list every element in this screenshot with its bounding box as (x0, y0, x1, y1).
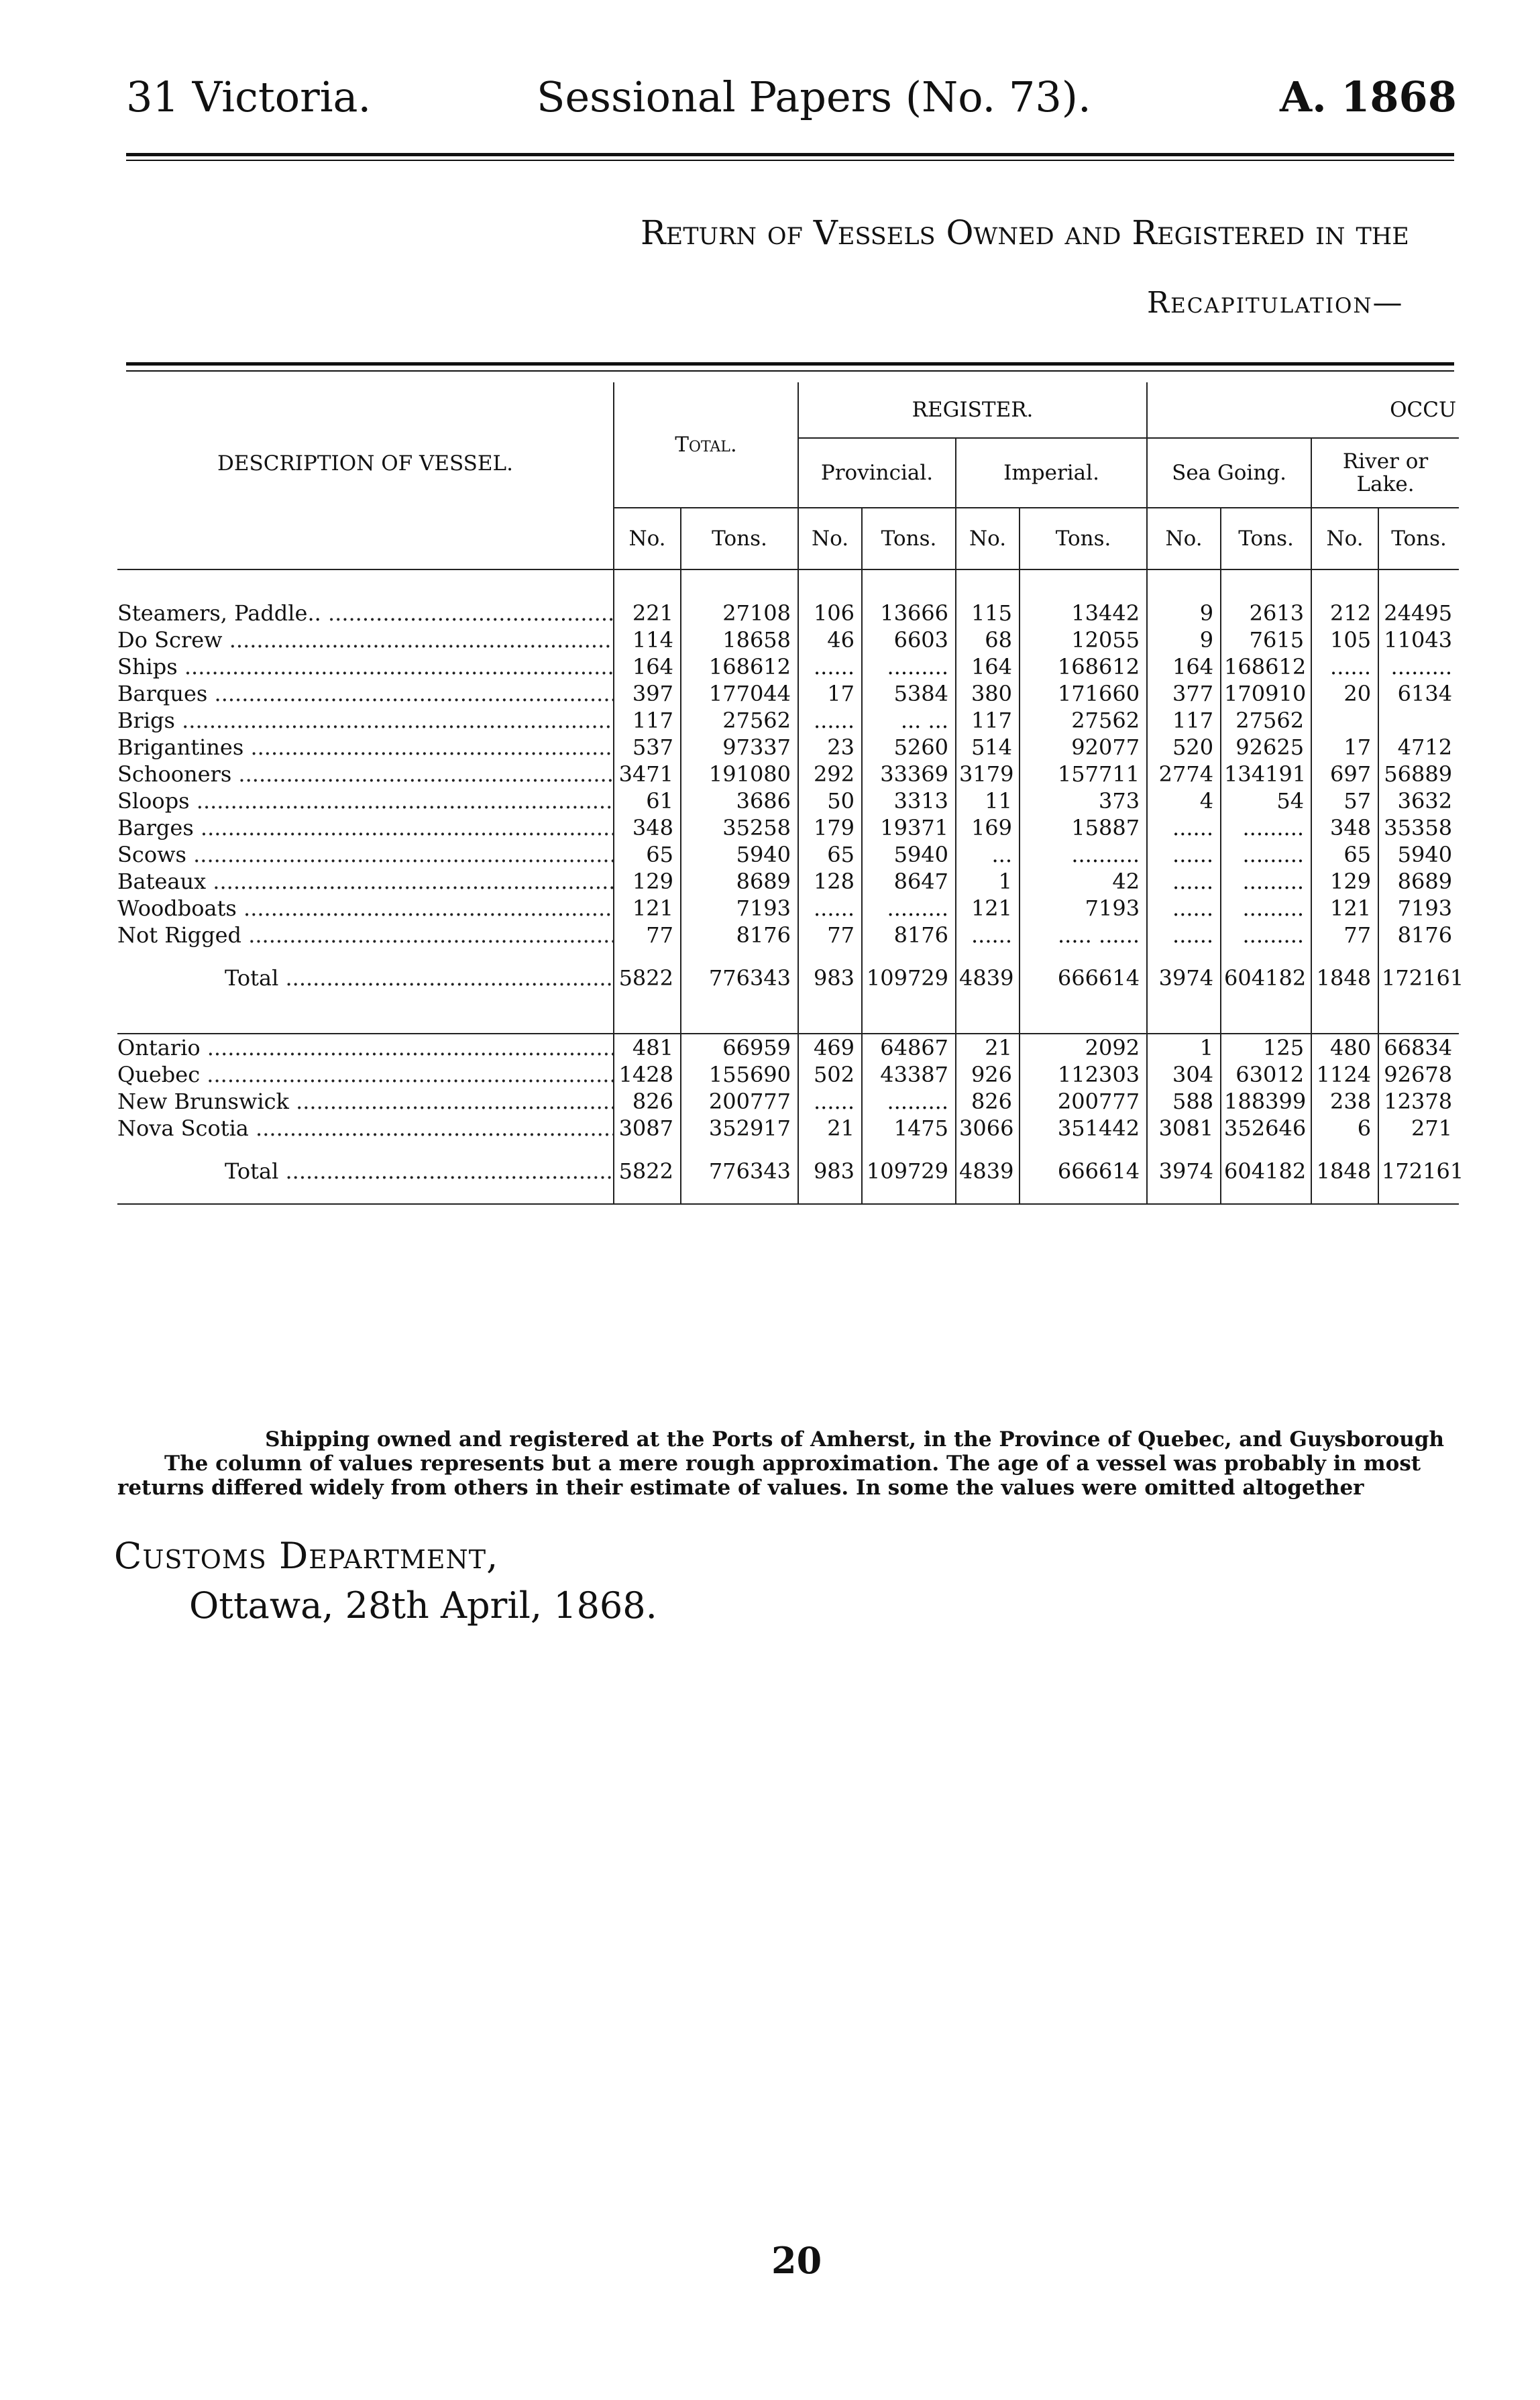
river-tons-cell: 172161 (1378, 1142, 1459, 1204)
total-no-cell: 117 (614, 707, 681, 734)
provincial-no-cell: ...... (798, 707, 862, 734)
provincial-tons-cell: ......... (862, 1088, 956, 1115)
imperial-tons-cell: 666614 (1020, 1142, 1147, 1204)
total-tons-cell: 776343 (681, 1142, 798, 1204)
footnote-line-1: Shipping owned and registered at the Ports of Amherst, in the Province of Quebec, and Guysborough (265, 1427, 1444, 1452)
river-tons-cell: 4712 (1378, 734, 1459, 761)
description-cell (117, 948, 614, 1010)
river-no-cell: 348 (1311, 814, 1378, 841)
sea-going-no-cell: 520 (1147, 734, 1221, 761)
sea-going-no-cell: 2774 (1147, 761, 1221, 787)
river-no-cell: 57 (1311, 787, 1378, 814)
provincial-no-cell: 21 (798, 1115, 862, 1142)
table-title: Return of Vessels Owned and Registered in the (641, 213, 1409, 252)
row-description: Quebec ..... (117, 1062, 614, 1087)
table-rule-top-thin (126, 370, 1454, 372)
provincial-tons-cell: ......... (862, 653, 956, 680)
imperial-no-cell: 117 (956, 707, 1020, 734)
row-description: Do Screw ..... (117, 627, 614, 653)
description-cell (117, 1034, 614, 1061)
provincial-no-cell: 469 (798, 1034, 862, 1061)
total-tons-cell: 155690 (681, 1061, 798, 1088)
total-no-cell: 3087 (614, 1115, 681, 1142)
table-rule-top (126, 362, 1454, 366)
river-tons-cell: 3632 (1378, 787, 1459, 814)
vessel-row (117, 653, 1459, 680)
spacer-row (117, 569, 1459, 600)
provincial-tons-cell: 8647 (862, 868, 956, 895)
sea-going-no-cell: ...... (1147, 814, 1221, 841)
imperial-tons-cell: 157711 (1020, 761, 1147, 787)
description-cell (117, 922, 614, 948)
total-tons-cell: 97337 (681, 734, 798, 761)
river-no-cell: 697 (1311, 761, 1378, 787)
vessel-row (117, 734, 1459, 761)
river-no-cell: 20 (1311, 680, 1378, 707)
river-no-cell: 1848 (1311, 1142, 1378, 1204)
vessel-row (117, 787, 1459, 814)
sea-going-tons-cell: 604182 (1221, 948, 1311, 1010)
imperial-no-cell: 21 (956, 1034, 1020, 1061)
description-subheader (117, 508, 614, 569)
imperial-no-cell: 826 (956, 1088, 1020, 1115)
provincial-tons-cell: 43387 (862, 1061, 956, 1088)
row-description: Scows ..... (117, 842, 614, 867)
provincial-tons-cell: 1475 (862, 1115, 956, 1142)
imperial-tons-cell: 168612 (1020, 653, 1147, 680)
row-description: Ships ..... (117, 654, 614, 679)
imperial-no-cell: 926 (956, 1061, 1020, 1088)
imperial-tons-cell: 373 (1020, 787, 1147, 814)
imperial-no-cell: 11 (956, 787, 1020, 814)
river-no-cell: 6 (1311, 1115, 1378, 1142)
provincial-tons-cell: 109729 (862, 948, 956, 1010)
provincial-tons-cell: 64867 (862, 1034, 956, 1061)
provincial-tons-cell: 5384 (862, 680, 956, 707)
provincial-no-cell: 23 (798, 734, 862, 761)
imperial-tons-cell: 112303 (1020, 1061, 1147, 1088)
sea-going-no-cell: 377 (1147, 680, 1221, 707)
row-description: Ontario ..... (117, 1035, 614, 1060)
province-row (117, 1034, 1459, 1061)
vessel-row (117, 600, 1459, 626)
river-no-cell: 480 (1311, 1034, 1378, 1061)
river-tons-cell: 56889 (1378, 761, 1459, 787)
imperial-no-cell: 3066 (956, 1115, 1020, 1142)
total-tons-cell: 5940 (681, 841, 798, 868)
imperial-no-cell: 115 (956, 600, 1020, 626)
provincial-tons-cell: 5260 (862, 734, 956, 761)
imperial-tons-cell: 13442 (1020, 600, 1147, 626)
sea-going-tons-cell: 352646 (1221, 1115, 1311, 1142)
province-row (117, 1088, 1459, 1115)
total-no-cell: 1428 (614, 1061, 681, 1088)
sea-going-header: Sea Going. (1147, 438, 1311, 508)
description-cell (117, 1142, 614, 1204)
spacer-row (117, 1010, 1459, 1034)
row-description: Schooners ..... (117, 761, 614, 787)
imperial-tons-cell: 42 (1020, 868, 1147, 895)
total-no-cell: 129 (614, 868, 681, 895)
provincial-tons-cell: 6603 (862, 626, 956, 653)
total-tons-cell: 27562 (681, 707, 798, 734)
imperial-tons-cell: 666614 (1020, 948, 1147, 1010)
total-no-cell: 397 (614, 680, 681, 707)
sea-going-tons-cell: 7615 (1221, 626, 1311, 653)
total-no-cell: 121 (614, 895, 681, 922)
row-description: Sloops ..... (117, 788, 614, 814)
total-row (117, 948, 1459, 1010)
river-no-cell: 1848 (1311, 948, 1378, 1010)
imperial-tons-cell: 27562 (1020, 707, 1147, 734)
provincial-no-cell: 983 (798, 1142, 862, 1204)
row-description: Not Rigged ..... (117, 922, 614, 948)
provincial-tons-cell: 109729 (862, 1142, 956, 1204)
sea-going-no-cell: 3974 (1147, 948, 1221, 1010)
imperial-no-cell: ... (956, 841, 1020, 868)
sea-going-no-cell: 588 (1147, 1088, 1221, 1115)
row-description: Brigantines ..... (117, 734, 614, 760)
sea-going-no-cell: ...... (1147, 841, 1221, 868)
provincial-no-cell: 502 (798, 1061, 862, 1088)
river-no-cell: 1124 (1311, 1061, 1378, 1088)
sea-going-tons-header: Tons. (1221, 508, 1311, 569)
river-or-lake-header: River or Lake. (1311, 438, 1459, 508)
sea-going-no-cell: ...... (1147, 868, 1221, 895)
river-tons-cell: 7193 (1378, 895, 1459, 922)
river-tons-header: Tons. (1378, 508, 1459, 569)
sea-going-tons-cell: 125 (1221, 1034, 1311, 1061)
description-cell (117, 626, 614, 653)
description-cell (117, 841, 614, 868)
provincial-no-cell: 983 (798, 948, 862, 1010)
description-cell (117, 895, 614, 922)
provincial-no-cell: ...... (798, 895, 862, 922)
sea-going-tons-cell: ......... (1221, 841, 1311, 868)
description-cell (117, 761, 614, 787)
total-tons-cell: 191080 (681, 761, 798, 787)
imperial-tons-cell: 351442 (1020, 1115, 1147, 1142)
total-no-header: No. (614, 508, 681, 569)
river-tons-cell: 24495 (1378, 600, 1459, 626)
description-header: DESCRIPTION OF VESSEL. (217, 451, 513, 476)
row-description: New Brunswick ..... (117, 1089, 614, 1114)
imperial-no-cell: 169 (956, 814, 1020, 841)
sea-going-tons-cell: 134191 (1221, 761, 1311, 787)
sea-going-no-cell: 117 (1147, 707, 1221, 734)
vessel-row (117, 680, 1459, 707)
total-tons-header: Tons. (681, 508, 798, 569)
vessel-row (117, 922, 1459, 948)
description-cell (117, 734, 614, 761)
vessel-row (117, 814, 1459, 841)
department-signature: Customs Department, (114, 1535, 499, 1577)
provincial-tons-cell: 19371 (862, 814, 956, 841)
imperial-tons-cell: 200777 (1020, 1088, 1147, 1115)
river-tons-cell: 5940 (1378, 841, 1459, 868)
river-tons-cell: 172161 (1378, 948, 1459, 1010)
vessel-rows (117, 569, 1464, 1204)
provincial-no-cell: 292 (798, 761, 862, 787)
row-description: Steamers, Paddle.. ..... (117, 600, 614, 626)
place-date: Ottawa, 28th April, 1868. (189, 1584, 657, 1627)
row-description: Woodboats ..... (117, 895, 614, 921)
river-no-header: No. (1311, 508, 1378, 569)
total-no-cell: 61 (614, 787, 681, 814)
imperial-no-cell: 121 (956, 895, 1020, 922)
imperial-no-cell: 4839 (956, 1142, 1020, 1204)
river-tons-cell: 271 (1378, 1115, 1459, 1142)
sea-going-no-cell: ...... (1147, 895, 1221, 922)
header-rule-bottom (126, 160, 1454, 161)
imperial-no-cell: 514 (956, 734, 1020, 761)
total-no-cell: 5822 (614, 948, 681, 1010)
provincial-no-cell: 65 (798, 841, 862, 868)
provincial-tons-cell: 8176 (862, 922, 956, 948)
river-tons-cell: 6134 (1378, 680, 1459, 707)
river-tons-cell: ......... (1378, 653, 1459, 680)
river-tons-cell: 8689 (1378, 868, 1459, 895)
sea-going-tons-cell: ......... (1221, 868, 1311, 895)
total-tons-cell: 3686 (681, 787, 798, 814)
sea-going-tons-cell: 27562 (1221, 707, 1311, 734)
description-cell (117, 1061, 614, 1088)
total-tons-cell: 8176 (681, 922, 798, 948)
footnote-line-3: returns differed widely from others in their estimate of values. In some the values were omitted altogether (117, 1476, 1364, 1500)
sea-going-tons-cell: 92625 (1221, 734, 1311, 761)
row-description: Total ..... (225, 965, 614, 991)
occupation-header: OCCU (1147, 382, 1459, 438)
total-tons-cell: 200777 (681, 1088, 798, 1115)
provincial-tons-cell: ... ... (862, 707, 956, 734)
sea-going-no-cell: 9 (1147, 600, 1221, 626)
total-no-cell: 481 (614, 1034, 681, 1061)
header-year: A. 1868 (1280, 72, 1457, 121)
sea-going-tons-cell: 63012 (1221, 1061, 1311, 1088)
imperial-no-cell: 68 (956, 626, 1020, 653)
total-no-cell: 348 (614, 814, 681, 841)
river-tons-cell: 35358 (1378, 814, 1459, 841)
provincial-no-cell: ...... (798, 653, 862, 680)
river-no-cell: 105 (1311, 626, 1378, 653)
river-tons-cell: 8176 (1378, 922, 1459, 948)
imperial-no-cell: 3179 (956, 761, 1020, 787)
total-no-cell: 164 (614, 653, 681, 680)
sea-going-no-cell: 3081 (1147, 1115, 1221, 1142)
description-cell (117, 600, 614, 626)
total-tons-cell: 177044 (681, 680, 798, 707)
vessel-recapitulation-table (117, 382, 1464, 1205)
description-cell (117, 653, 614, 680)
river-tons-cell: 66834 (1378, 1034, 1459, 1061)
sea-going-tons-cell: ......... (1221, 922, 1311, 948)
total-tons-cell: 18658 (681, 626, 798, 653)
river-tons-cell: 12378 (1378, 1088, 1459, 1115)
description-cell (117, 680, 614, 707)
register-header: REGISTER. (798, 382, 1147, 438)
total-row (117, 1142, 1459, 1204)
imperial-tons-cell: 15887 (1020, 814, 1147, 841)
river-tons-cell: 92678 (1378, 1061, 1459, 1088)
footnotes (117, 1427, 1459, 1500)
total-tons-cell: 352917 (681, 1115, 798, 1142)
vessel-row (117, 841, 1459, 868)
table-subtitle: Recapitulation— (1147, 286, 1404, 320)
vessel-row (117, 707, 1459, 734)
provincial-no-cell: 179 (798, 814, 862, 841)
vessel-row (117, 868, 1459, 895)
header-sessional-papers: Sessional Papers (No. 73). (537, 72, 1091, 121)
sea-going-no-cell: 1 (1147, 1034, 1221, 1061)
provincial-header: Provincial. (798, 438, 956, 508)
imperial-no-cell: 1 (956, 868, 1020, 895)
river-tons-cell: 11043 (1378, 626, 1459, 653)
river-no-cell: 65 (1311, 841, 1378, 868)
sea-going-tons-cell: 188399 (1221, 1088, 1311, 1115)
sea-going-tons-cell: 170910 (1221, 680, 1311, 707)
provincial-no-cell: 106 (798, 600, 862, 626)
row-description: Brigs ..... (117, 708, 614, 733)
imperial-tons-cell: 92077 (1020, 734, 1147, 761)
total-no-cell: 537 (614, 734, 681, 761)
total-tons-cell: 35258 (681, 814, 798, 841)
imperial-no-cell: 380 (956, 680, 1020, 707)
river-no-cell: 121 (1311, 895, 1378, 922)
description-cell (117, 707, 614, 734)
sea-going-no-header: No. (1147, 508, 1221, 569)
river-no-cell: 129 (1311, 868, 1378, 895)
provincial-no-cell: 77 (798, 922, 862, 948)
total-tons-cell: 66959 (681, 1034, 798, 1061)
sea-going-no-cell: 4 (1147, 787, 1221, 814)
provincial-tons-cell: ......... (862, 895, 956, 922)
total-header-label: Total. (675, 433, 737, 457)
imperial-tons-cell: 12055 (1020, 626, 1147, 653)
total-header (614, 382, 798, 508)
description-cell (117, 814, 614, 841)
sea-going-no-cell: 3974 (1147, 1142, 1221, 1204)
sea-going-tons-cell: 54 (1221, 787, 1311, 814)
vessel-row (117, 626, 1459, 653)
sea-going-tons-cell: 604182 (1221, 1142, 1311, 1204)
province-row (117, 1061, 1459, 1088)
total-no-cell: 826 (614, 1088, 681, 1115)
provincial-tons-cell: 33369 (862, 761, 956, 787)
page-number: 20 (771, 2239, 822, 2282)
imperial-no-header: No. (956, 508, 1020, 569)
sea-going-tons-cell: 2613 (1221, 600, 1311, 626)
provincial-no-cell: ...... (798, 1088, 862, 1115)
sea-going-no-cell: 164 (1147, 653, 1221, 680)
river-no-cell: 238 (1311, 1088, 1378, 1115)
provincial-tons-cell: 3313 (862, 787, 956, 814)
river-no-cell: 77 (1311, 922, 1378, 948)
description-cell (117, 868, 614, 895)
provincial-tons-header: Tons. (862, 508, 956, 569)
total-tons-cell: 168612 (681, 653, 798, 680)
provincial-tons-cell: 13666 (862, 600, 956, 626)
row-description: Nova Scotia ..... (117, 1115, 614, 1141)
imperial-no-cell: 4839 (956, 948, 1020, 1010)
river-no-cell: 212 (1311, 600, 1378, 626)
river-no-cell: ...... (1311, 653, 1378, 680)
sea-going-tons-cell: ......... (1221, 895, 1311, 922)
imperial-header: Imperial. (956, 438, 1147, 508)
description-cell (117, 1088, 614, 1115)
total-tons-cell: 776343 (681, 948, 798, 1010)
footnote-line-2: The column of values represents but a mere rough approximation. The age of a vessel was probably in most (164, 1452, 1421, 1476)
imperial-tons-cell: ..... ...... (1020, 922, 1147, 948)
imperial-tons-cell: .......... (1020, 841, 1147, 868)
provincial-no-header: No. (798, 508, 862, 569)
sea-going-no-cell: 9 (1147, 626, 1221, 653)
river-no-cell (1311, 707, 1378, 734)
total-no-cell: 77 (614, 922, 681, 948)
imperial-no-cell: 164 (956, 653, 1020, 680)
total-no-cell: 114 (614, 626, 681, 653)
imperial-tons-cell: 2092 (1020, 1034, 1147, 1061)
total-tons-cell: 27108 (681, 600, 798, 626)
total-no-cell: 65 (614, 841, 681, 868)
row-description: Barges ..... (117, 815, 614, 840)
total-no-cell: 3471 (614, 761, 681, 787)
provincial-no-cell: 128 (798, 868, 862, 895)
row-description: Bateaux ..... (117, 869, 614, 894)
total-no-cell: 221 (614, 600, 681, 626)
row-description: Total ..... (225, 1158, 614, 1184)
total-no-cell: 5822 (614, 1142, 681, 1204)
imperial-tons-cell: 7193 (1020, 895, 1147, 922)
description-cell (117, 787, 614, 814)
sea-going-tons-cell: 168612 (1221, 653, 1311, 680)
provincial-tons-cell: 5940 (862, 841, 956, 868)
provincial-no-cell: 46 (798, 626, 862, 653)
province-row (117, 1115, 1459, 1142)
total-tons-cell: 7193 (681, 895, 798, 922)
imperial-tons-cell: 171660 (1020, 680, 1147, 707)
header-session: 31 Victoria. (126, 72, 372, 121)
sea-going-tons-cell: ......... (1221, 814, 1311, 841)
sea-going-no-cell: 304 (1147, 1061, 1221, 1088)
vessel-row (117, 761, 1459, 787)
total-tons-cell: 8689 (681, 868, 798, 895)
provincial-no-cell: 17 (798, 680, 862, 707)
vessel-row (117, 895, 1459, 922)
river-tons-cell (1378, 707, 1459, 734)
header-rule-top (126, 153, 1454, 156)
provincial-no-cell: 50 (798, 787, 862, 814)
imperial-tons-header: Tons. (1020, 508, 1147, 569)
river-no-cell: 17 (1311, 734, 1378, 761)
row-description: Barques ..... (117, 681, 614, 706)
imperial-no-cell: ...... (956, 922, 1020, 948)
sea-going-no-cell: ...... (1147, 922, 1221, 948)
description-cell (117, 1115, 614, 1142)
